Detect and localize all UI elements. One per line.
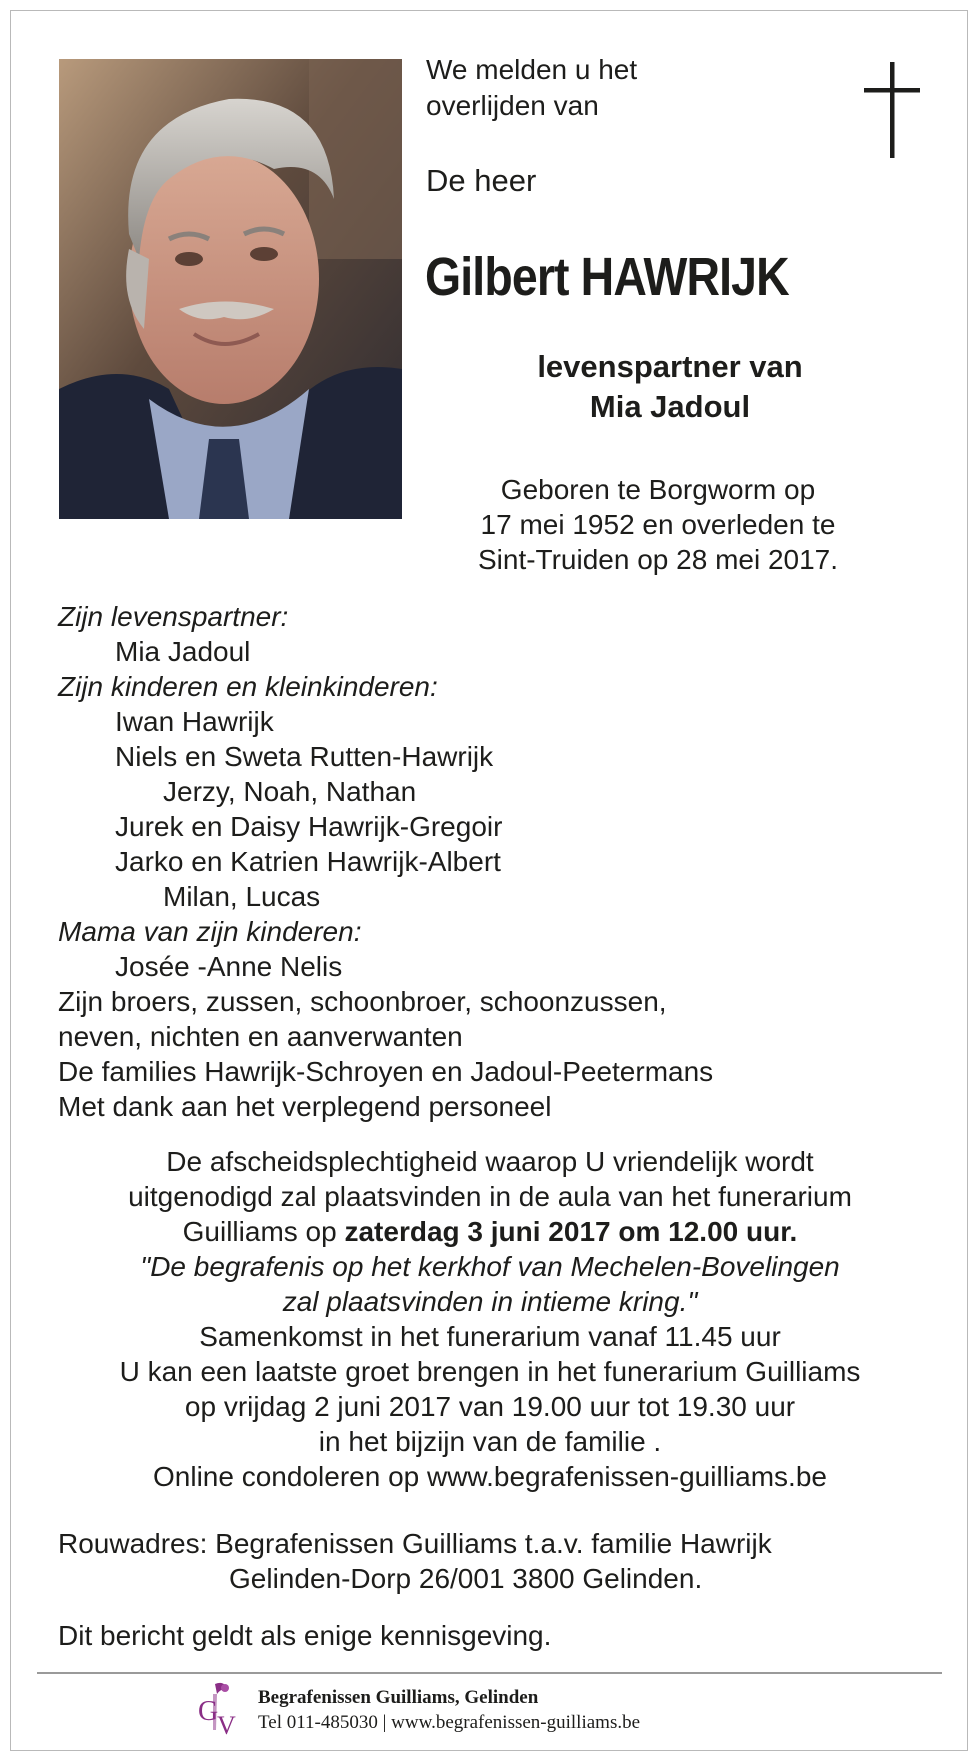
- svg-text:G: G: [198, 1696, 219, 1727]
- title-prefix: De heer: [426, 163, 537, 198]
- family-member: Niels en Sweta Rutten-Hawrijk: [115, 741, 494, 772]
- partner-line-1: levenspartner van: [537, 349, 803, 384]
- birth-death-line-2: 17 mei 1952 en overleden te: [480, 509, 836, 540]
- footer-contact[interactable]: Tel 011-485030 | www.begrafenissen-guilliams.be: [258, 1712, 641, 1733]
- family-line: Zijn broers, zussen, schoonbroer, schoonzussen,: [58, 986, 667, 1017]
- intro-line-1: We melden u het: [426, 54, 638, 85]
- footer-company: Begrafenissen Guilliams, Gelinden: [258, 1687, 539, 1708]
- ceremony-line: in het bijzijn van de familie .: [318, 1426, 662, 1457]
- birth-death-line-3: Sint-Truiden op 28 mei 2017.: [477, 544, 839, 575]
- family-grandchildren: Milan, Lucas: [163, 881, 321, 912]
- portrait-photo: [59, 59, 402, 519]
- ceremony-line: De afscheidsplechtigheid waarop U vriendelijk wordt: [166, 1146, 814, 1177]
- burial-note: zal plaatsvinden in intieme kring.": [282, 1286, 698, 1317]
- partner-block: [440, 347, 900, 427]
- svg-text:V: V: [217, 1711, 236, 1738]
- ceremony-date: zaterdag 3 juni 2017 om 12.00 uur.: [344, 1216, 798, 1247]
- family-list: [58, 599, 713, 1124]
- family-member: Mia Jadoul: [115, 636, 251, 667]
- family-member: Jurek en Daisy Hawrijk-Gregoir: [115, 811, 503, 842]
- birth-death-block: [418, 472, 898, 577]
- burial-note: "De begrafenis op het kerkhof van Mechelen-Bovelingen: [140, 1251, 840, 1282]
- family-label: Zijn kinderen en kleinkinderen:: [58, 671, 438, 702]
- footer-divider: [37, 1672, 942, 1674]
- family-member: Iwan Hawrijk: [115, 706, 274, 737]
- deceased-name: Gilbert HAWRIJK: [425, 247, 789, 307]
- guilliams-logo: [195, 1680, 247, 1738]
- family-member: Jarko en Katrien Hawrijk-Albert: [115, 846, 501, 877]
- intro-line-2: overlijden van: [426, 90, 599, 121]
- birth-death-line-1: Geboren te Borgworm op: [500, 474, 816, 505]
- intro-text: [426, 52, 637, 124]
- partner-line-2: Mia Jadoul: [589, 389, 751, 424]
- address-line-1: Rouwadres: Begrafenissen Guilliams t.a.v. familie Hawrijk: [58, 1528, 772, 1559]
- family-line: De families Hawrijk-Schroyen en Jadoul-Peetermans: [58, 1056, 714, 1087]
- family-label: Zijn levenspartner:: [58, 601, 289, 632]
- ceremony-date-prefix: Guilliams op: [182, 1216, 345, 1247]
- family-line: Met dank aan het verplegend personeel: [58, 1091, 552, 1122]
- ceremony-line: U kan een laatste groet brengen in het funerarium Guilliams: [119, 1356, 861, 1387]
- ceremony-date-line: [50, 1214, 930, 1249]
- family-member: Josée -Anne Nelis: [115, 951, 343, 982]
- family-grandchildren: Jerzy, Noah, Nathan: [163, 776, 417, 807]
- ceremony-line: uitgenodigd zal plaatsvinden in de aula van het funerarium: [128, 1181, 852, 1212]
- family-label: Mama van zijn kinderen:: [58, 916, 362, 947]
- ceremony-line: Samenkomst in het funerarium vanaf 11.45 uur: [199, 1321, 781, 1352]
- family-line: neven, nichten en aanverwanten: [58, 1021, 463, 1052]
- condolence-link[interactable]: Online condoleren op www.begrafenissen-guilliams.be: [153, 1461, 827, 1492]
- notice-text: Dit bericht geldt als enige kennisgeving.: [58, 1620, 552, 1651]
- mourning-address: [58, 1526, 772, 1596]
- ceremony-line: op vrijdag 2 juni 2017 van 19.00 uur tot 19.30 uur: [184, 1391, 796, 1422]
- cross-icon: [862, 60, 922, 160]
- ceremony-block: [50, 1144, 930, 1494]
- address-line-2: Gelinden-Dorp 26/001 3800 Gelinden.: [229, 1563, 703, 1594]
